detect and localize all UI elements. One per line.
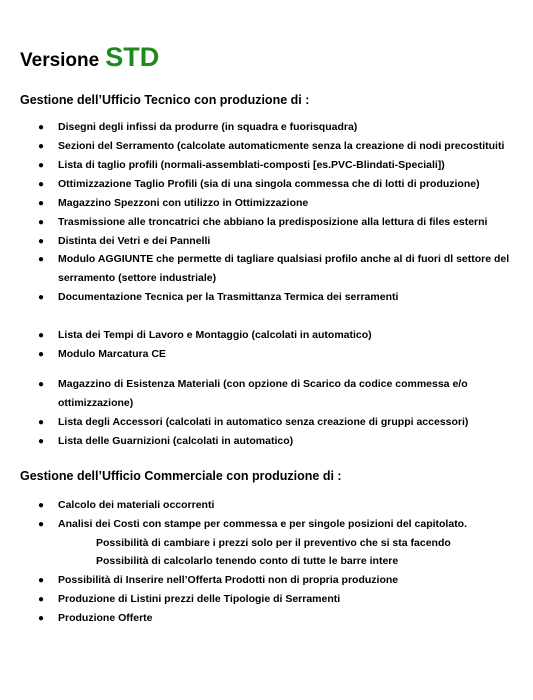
list-item: ● Sezioni del Serramento (calcolate automaticmente senza la creazione di nodi precostituiti bbox=[58, 137, 528, 156]
bullet-icon: ● bbox=[38, 519, 45, 530]
bullet-icon: ● bbox=[38, 436, 45, 447]
list-item: ● Modulo AGGIUNTE che permette di tagliare qualsiasi profilo anche al di fuori dl settore del serramento (settore industriale) bbox=[58, 250, 528, 288]
list-item: ● Magazzino Spezzoni con utilizzo in Ottimizzazione bbox=[58, 194, 528, 213]
list-item: ● Magazzino di Esistenza Materiali (con opzione di Scarico da codice commessa e/o ottimizzazione) bbox=[58, 375, 528, 413]
list-item: ● Lista degli Accessori (calcolati in automatico senza creazione di gruppi accessori) bbox=[58, 413, 528, 432]
section-heading-technical: Gestione dell’Ufficio Tecnico con produzione di : bbox=[20, 93, 310, 107]
bullet-icon: ● bbox=[38, 575, 45, 586]
list-item: ● Calcolo dei materiali occorrenti bbox=[58, 496, 528, 515]
sub-item: Possibilità di calcolarlo tenendo conto di tutte le barre intere bbox=[96, 555, 399, 567]
list-item: ● Trasmissione alle troncatrici che abbiano la predisposizione alla lettura di files esterni bbox=[58, 213, 528, 232]
list-item: ● Possibilità di Inserire nell’Offerta Prodotti non di propria produzione bbox=[58, 571, 528, 590]
page-title bbox=[20, 44, 159, 71]
bullet-icon: ● bbox=[38, 160, 45, 171]
list-item: ● Produzione di Listini prezzi delle Tipologie di Serramenti bbox=[58, 590, 528, 609]
bullet-icon: ● bbox=[38, 500, 45, 511]
title-prefix: Versione bbox=[20, 50, 100, 71]
bullet-icon: ● bbox=[38, 217, 45, 228]
list-item: ● Disegni degli infissi da produrre (in squadra e fuorisquadra) bbox=[58, 118, 528, 137]
bullet-icon: ● bbox=[38, 179, 45, 190]
bullet-icon: ● bbox=[38, 379, 45, 390]
list-item: ● Lista dei Tempi di Lavoro e Montaggio (calcolati in automatico) bbox=[58, 326, 528, 345]
bullet-icon: ● bbox=[38, 122, 45, 133]
list-item: ● Distinta dei Vetri e dei Pannelli bbox=[58, 232, 528, 251]
bullet-icon: ● bbox=[38, 417, 45, 428]
list-item: ● Modulo Marcatura CE bbox=[58, 345, 528, 364]
title-highlight: STD bbox=[105, 42, 160, 72]
bullet-icon: ● bbox=[38, 613, 45, 624]
list-item: ● Documentazione Tecnica per la Trasmittanza Termica dei serramenti bbox=[58, 288, 528, 307]
bullet-icon: ● bbox=[38, 594, 45, 605]
bullet-icon: ● bbox=[38, 292, 45, 303]
bullet-icon: ● bbox=[38, 198, 45, 209]
list-item: ● Ottimizzazione Taglio Profili (sia di una singola commessa che di lotti di produzione) bbox=[58, 175, 528, 194]
list-item: ● Analisi dei Costi con stampe per commessa e per singole posizioni del capitolato. bbox=[58, 515, 528, 534]
section-heading-commercial: Gestione dell’Ufficio Commerciale con produzione di : bbox=[20, 469, 342, 483]
sub-item: Possibilità di cambiare i prezzi solo per il preventivo che si sta facendo bbox=[96, 537, 451, 549]
list-item: ● Lista di taglio profili (normali-assemblati-composti [es.PVC-Blindati-Speciali]) bbox=[58, 156, 528, 175]
bullet-icon: ● bbox=[38, 236, 45, 247]
bullet-icon: ● bbox=[38, 349, 45, 360]
list-item: ● Produzione Offerte bbox=[58, 609, 528, 628]
bullet-icon: ● bbox=[38, 254, 45, 265]
list-item: ● Lista delle Guarnizioni (calcolati in automatico) bbox=[58, 432, 528, 451]
bullet-icon: ● bbox=[38, 330, 45, 341]
bullet-icon: ● bbox=[38, 141, 45, 152]
